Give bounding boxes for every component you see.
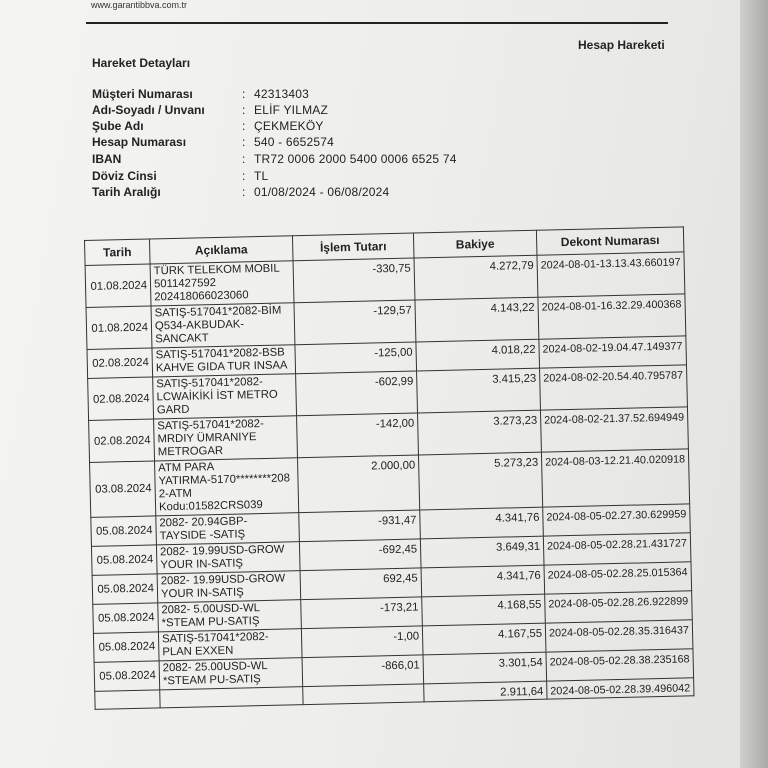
info-colon: : — [242, 185, 246, 199]
cell-amount: -330,75 — [293, 258, 415, 303]
description-line: SANCAKT — [155, 332, 209, 346]
info-value: TL — [254, 169, 269, 183]
description-line: *STEAM PU-SATIŞ — [162, 673, 261, 688]
cell-receipt: 2024-08-01-13.13.43.660197 — [537, 252, 685, 297]
description-line: YOUR IN-SATIŞ — [160, 557, 244, 572]
info-colon: : — [242, 87, 246, 101]
description-line: PLAN EXXEN — [162, 644, 234, 659]
col-header-description: Açıklama — [149, 236, 293, 264]
description-line: YOUR IN-SATIŞ — [160, 586, 244, 601]
cell-balance: 2.911,64 — [424, 681, 547, 702]
cell-description — [150, 261, 294, 306]
description-line: 5011427592 — [153, 277, 217, 291]
cell-description — [158, 600, 302, 632]
description-line: SATIŞ-517041*2082-BİM — [154, 304, 282, 320]
info-colon: : — [242, 103, 246, 117]
cell-date — [95, 690, 160, 709]
cell-balance: 3.273,23 — [418, 410, 542, 455]
header-divider — [86, 22, 668, 24]
site-url: www.garantibbva.com.tr — [91, 0, 188, 10]
transactions-table — [84, 226, 695, 709]
description-line: 2082- 19.99USD-GROW — [160, 572, 286, 588]
info-value: TR72 0006 2000 5400 0006 6525 74 — [254, 152, 457, 166]
cell-description — [154, 416, 298, 461]
document-title: Hareket Detayları — [92, 56, 191, 70]
cell-description — [158, 629, 302, 661]
info-label: Adı-Soyadı / Unvanı — [92, 103, 205, 117]
description-line: TÜRK TELEKOM MOBIL — [153, 262, 280, 278]
cell-receipt: 2024-08-05-02.28.35.316437 — [545, 620, 693, 652]
cell-receipt: 2024-08-05-02.28.25.015364 — [544, 562, 692, 594]
description-line: LCWAİKİKİ İST METRO — [156, 388, 278, 404]
cell-date: 02.08.2024 — [88, 377, 154, 420]
description-line: 2082- 19.99USD-GROW — [159, 543, 285, 559]
cell-description — [156, 542, 300, 574]
description-line: 2082- 25.00USD-WL — [162, 659, 268, 675]
info-colon: : — [242, 135, 246, 149]
cell-date: 05.08.2024 — [93, 632, 159, 662]
cell-amount: -866,01 — [302, 655, 424, 687]
cell-description — [160, 687, 303, 708]
cell-balance: 3.415,23 — [417, 368, 541, 413]
cell-date: 01.08.2024 — [85, 264, 151, 307]
description-line: GARD — [156, 403, 190, 417]
description-line: *STEAM PU-SATIŞ — [161, 615, 260, 630]
cell-balance: 4.272,79 — [414, 255, 538, 300]
description-line: SATIŞ-517041*2082- — [161, 630, 269, 646]
cell-balance: 4.341,76 — [421, 565, 545, 597]
cell-description — [157, 571, 301, 603]
cell-balance: 5.273,23 — [418, 452, 542, 510]
col-header-receipt: Dekont Numarası — [536, 227, 684, 255]
cell-date: 02.08.2024 — [89, 419, 155, 462]
info-value: 540 - 6652574 — [254, 135, 335, 149]
cell-date: 02.08.2024 — [87, 348, 153, 378]
cell-balance: 3.649,31 — [420, 536, 544, 568]
description-line: MRDIY ÜMRANIYE — [157, 431, 257, 446]
description-line: TAYSIDE -SATIŞ — [159, 528, 246, 543]
cell-amount: 2.000,00 — [297, 455, 419, 513]
description-line: SATIŞ-517041*2082-BSB — [155, 346, 285, 362]
description-line — [163, 689, 299, 705]
description-line: 2082- 5.00USD-WL — [161, 602, 261, 617]
description-line: 2-ATM — [158, 487, 192, 501]
description-line: ATM PARA — [158, 461, 215, 475]
info-value: 42313403 — [254, 87, 309, 101]
description-line: Q534-AKBUDAK- — [154, 318, 245, 333]
cell-receipt: 2024-08-01-16.32.29.400368 — [538, 294, 686, 339]
cell-receipt: 2024-08-03-12.21.40.020918 — [541, 449, 689, 507]
cell-amount — [303, 684, 424, 705]
col-header-amount: İşlem Tutarı — [292, 233, 414, 261]
cell-description — [155, 458, 299, 516]
cell-receipt: 2024-08-02-19.04.47.149377 — [539, 336, 687, 368]
cell-date: 05.08.2024 — [94, 661, 160, 691]
cell-description — [151, 303, 295, 348]
cell-amount: -1,00 — [301, 626, 423, 658]
cell-receipt: 2024-08-05-02.28.26.922899 — [545, 591, 693, 623]
cell-balance: 4.168,55 — [422, 594, 546, 626]
cell-description — [153, 374, 297, 419]
cell-description — [156, 513, 300, 545]
info-label: IBAN — [92, 152, 122, 166]
transactions-body — [85, 252, 694, 709]
cell-description — [152, 345, 296, 377]
cell-balance: 4.143,22 — [415, 297, 539, 342]
info-value: 01/08/2024 - 06/08/2024 — [254, 185, 390, 199]
cell-receipt: 2024-08-02-21.37.52.694949 — [540, 407, 688, 452]
info-colon: : — [242, 152, 246, 166]
info-colon: : — [242, 169, 246, 183]
cell-date: 05.08.2024 — [93, 603, 159, 633]
cell-amount: -173,21 — [301, 597, 423, 629]
document-type: Hesap Hareketi — [578, 38, 665, 52]
cell-date: 05.08.2024 — [92, 574, 158, 604]
cell-balance: 3.301,54 — [423, 652, 547, 684]
description-line: METROGAR — [157, 444, 224, 459]
cell-amount: -602,99 — [296, 371, 418, 416]
cell-receipt: 2024-08-02-20.54.40.795787 — [540, 365, 688, 410]
cell-date: 05.08.2024 — [91, 545, 157, 575]
info-label: Tarih Aralığı — [92, 185, 161, 199]
info-colon: : — [242, 119, 246, 133]
description-line: Kodu:01582CRS039 — [158, 499, 263, 514]
info-label: Döviz Cinsi — [92, 169, 157, 183]
info-label: Hesap Numarası — [92, 135, 187, 149]
cell-amount: 692,45 — [300, 568, 422, 600]
cell-receipt: 2024-08-05-02.28.39.496042 — [547, 678, 694, 699]
info-value: ELİF YILMAZ — [254, 103, 329, 117]
cell-date: 03.08.2024 — [90, 461, 156, 517]
info-value: ÇEKMEKÖY — [254, 119, 324, 133]
paper-edge-shadow — [740, 0, 768, 768]
col-header-date: Tarih — [85, 239, 151, 265]
cell-date: 01.08.2024 — [86, 306, 152, 349]
cell-receipt: 2024-08-05-02.28.38.235168 — [546, 649, 694, 681]
description-line: SATIŞ-517041*2082- — [156, 375, 263, 391]
cell-amount: -142,00 — [297, 413, 419, 458]
cell-balance: 4.167,55 — [422, 623, 546, 655]
description-line: KAHVE GIDA TUR INSAA — [155, 359, 288, 375]
description-line: 202418066023060 — [154, 289, 249, 304]
cell-amount: -931,47 — [299, 510, 421, 542]
description-line: SATIŞ-517041*2082- — [157, 417, 264, 433]
cell-receipt: 2024-08-05-02.27.30.629959 — [543, 504, 691, 536]
description-line: 2082- 20.94GBP- — [159, 515, 248, 530]
cell-amount: -692,45 — [299, 539, 421, 571]
info-label: Müşteri Numarası — [92, 87, 193, 101]
col-header-balance: Bakiye — [413, 230, 537, 258]
cell-amount: -129,57 — [294, 300, 416, 345]
info-label: Şube Adı — [92, 119, 144, 133]
cell-amount: -125,00 — [295, 342, 417, 374]
description-line: YATIRMA-5170********208 — [158, 472, 291, 488]
cell-balance: 4.018,22 — [416, 339, 540, 371]
cell-description — [159, 658, 303, 690]
cell-balance: 4.341,76 — [420, 507, 544, 539]
cell-date: 05.08.2024 — [91, 516, 157, 546]
cell-receipt: 2024-08-05-02.28.21.431727 — [543, 533, 691, 565]
